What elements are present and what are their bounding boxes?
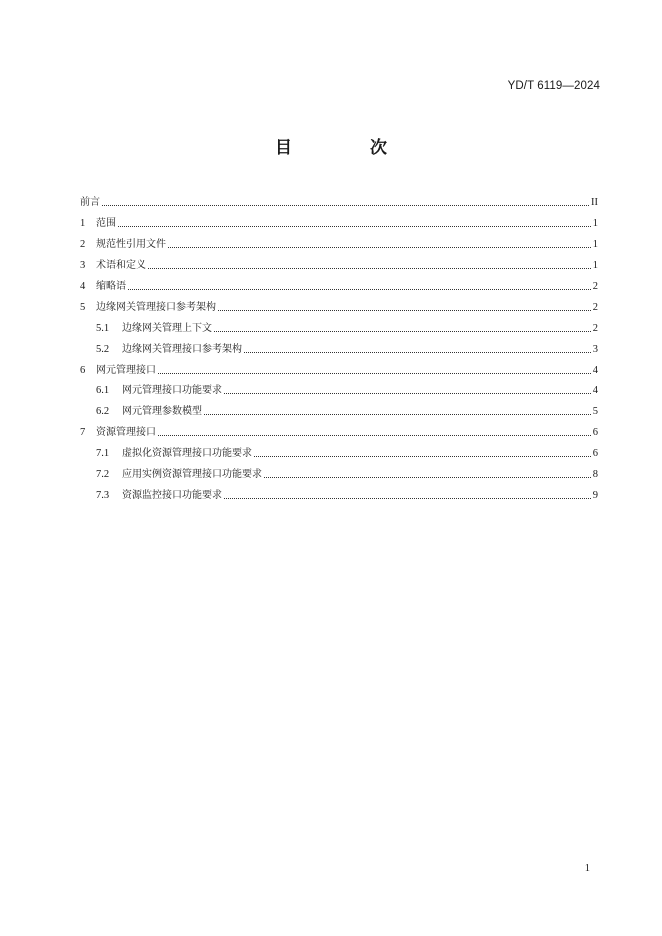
toc-entry-page: 1 (592, 218, 598, 229)
table-of-contents (80, 188, 598, 502)
toc-entry-number: 6 (80, 364, 86, 376)
toc-entry[interactable] (80, 251, 598, 272)
toc-dot-leader (214, 330, 591, 332)
toc-entry-number: 7.2 (96, 468, 110, 480)
toc-dot-leader (158, 372, 591, 374)
toc-entry-page: 2 (592, 281, 598, 292)
toc-dot-leader (244, 351, 591, 353)
toc-dot-leader (224, 392, 591, 394)
toc-entry-number: 7.3 (96, 489, 110, 501)
toc-entry[interactable] (80, 418, 598, 439)
toc-entry-page: 9 (592, 489, 598, 501)
toc-subentry[interactable] (80, 460, 598, 481)
toc-entry-page: 2 (592, 302, 598, 313)
toc-entry-page: 4 (592, 364, 598, 376)
toc-entry[interactable] (80, 293, 598, 314)
toc-entry-label: 边缘网关管理接口参考架构 (96, 302, 216, 313)
toc-dot-leader (118, 225, 591, 227)
toc-entry-page: 1 (592, 239, 598, 250)
toc-dot-leader (264, 476, 591, 478)
toc-entry-page: 1 (592, 260, 598, 271)
toc-entry-page: 4 (592, 385, 598, 397)
toc-entry[interactable] (80, 230, 598, 251)
toc-entry[interactable] (80, 272, 598, 293)
toc-entry-number: 5.1 (96, 322, 110, 334)
toc-entry-label: 规范性引用文件 (96, 239, 166, 250)
toc-entry-number: 3 (80, 260, 86, 271)
toc-entry-label: 网元管理接口功能要求 (122, 385, 222, 397)
toc-entry-label: 资源监控接口功能要求 (122, 489, 222, 501)
page-number: 1 (584, 863, 590, 874)
toc-subentry[interactable] (80, 439, 598, 460)
toc-entry-label: 边缘网关管理上下文 (122, 322, 212, 334)
toc-dot-leader (158, 434, 591, 436)
toc-entry-number: 7 (80, 427, 86, 439)
toc-entry-label: 网元管理参数模型 (122, 406, 202, 418)
toc-dot-leader (204, 413, 591, 415)
toc-entry-page: 6 (592, 447, 598, 459)
toc-subentry[interactable] (80, 314, 598, 335)
toc-entry-number: 4 (80, 281, 86, 292)
toc-entry-page: 2 (592, 322, 598, 334)
page-title: 目 次 (275, 138, 423, 158)
toc-entry-number: 7.1 (96, 447, 110, 459)
toc-dot-leader (128, 288, 591, 290)
toc-entry-number: 5 (80, 302, 86, 313)
toc-entry-label: 网元管理接口 (96, 364, 156, 376)
toc-entry[interactable] (80, 356, 598, 377)
toc-subentry[interactable] (80, 335, 598, 356)
toc-entry-number: 6.2 (96, 406, 110, 418)
toc-entry[interactable] (80, 209, 598, 230)
toc-entry-page: II (591, 197, 598, 208)
toc-entry[interactable] (80, 188, 598, 209)
toc-entry-page: 8 (592, 468, 598, 480)
toc-entry-number: 6.1 (96, 385, 110, 397)
toc-entry-number: 2 (80, 239, 86, 250)
toc-subentry[interactable] (80, 377, 598, 398)
toc-subentry[interactable] (80, 481, 598, 502)
toc-dot-leader (168, 246, 591, 248)
document-code: YD/T 6119—2024 (507, 80, 600, 92)
toc-entry-label: 范围 (96, 218, 116, 229)
toc-entry-number: 1 (80, 218, 86, 229)
toc-entry-number: 5.2 (96, 343, 110, 355)
toc-subentry[interactable] (80, 397, 598, 418)
toc-entry-label: 缩略语 (96, 281, 126, 292)
toc-dot-leader (148, 267, 591, 269)
toc-entry-page: 3 (592, 343, 598, 355)
toc-entry-page: 6 (592, 427, 598, 439)
toc-entry-label: 虚拟化资源管理接口功能要求 (122, 447, 252, 459)
toc-dot-leader (102, 204, 589, 206)
toc-dot-leader (218, 309, 591, 311)
toc-dot-leader (254, 455, 591, 457)
toc-entry-page: 5 (592, 406, 598, 418)
toc-entry-label: 边缘网关管理接口参考架构 (122, 343, 242, 355)
toc-entry-label: 应用实例资源管理接口功能要求 (122, 468, 262, 480)
toc-entry-label: 术语和定义 (96, 260, 146, 271)
toc-entry-label: 前言 (80, 197, 100, 208)
toc-dot-leader (224, 497, 591, 499)
toc-entry-label: 资源管理接口 (96, 427, 156, 439)
